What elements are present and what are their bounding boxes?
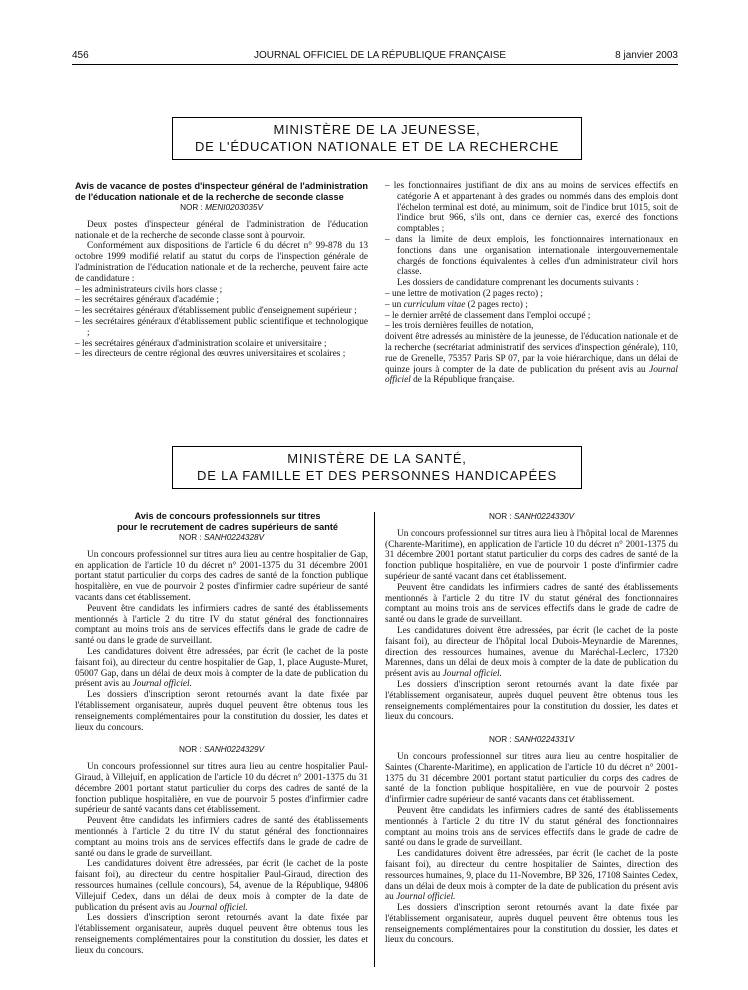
paragraph: Peuvent être candidats les infirmiers cadres de santé des établissements mentionnés à l'article 2 du titre IV du statut général des fonctionnaires comptant au moins trois ans de services effectifs dans le grade de cadre de santé ou dans le grade de surveillant. <box>75 816 368 859</box>
nor-reference: NOR : MENI0203035V <box>180 203 263 212</box>
list-item: – le dernier arrêté de classement dans l'emploi occupé ; <box>385 311 678 322</box>
header-rule <box>72 64 678 65</box>
nor-reference: NOR : SANH0224329V <box>178 745 265 755</box>
column-separator <box>374 512 375 967</box>
paragraph: Les dossiers de candidature comprenant les documents suivants : <box>397 278 639 289</box>
list-item: – les secrétaires généraux d'établissement public d'enseignement supérieur ; <box>75 306 368 317</box>
list-item: – les fonctionnaires justifiant de dix ans au moins de services effectifs en catégorie A et appartenant à des grades ou nommés dans des emplois dont l'échelon terminal est doté, au minimum, soit de l'indice brut 1015, soit de l'indice brut 966, s'ils ont, dans ce dernier cas, exercé des fonctions comptables ; <box>385 181 678 235</box>
avis-concours-left <box>75 511 368 956</box>
paragraph: doivent être adressés au ministère de la jeunesse, de l'éducation nationale et de la recherche (secrétariat administratif des services d'inspection générale), 110, rue de Grenelle, 75357 Paris SP 07, par la voie hiérarchique, dans un délai de quinze jours à compter de la date de publication du présent avis au Journal officiel de la République française. <box>385 332 678 386</box>
paragraph: Les dossiers d'inscription seront retournés avant la date fixée par l'établissement organisateur, auprès duquel peuvent être obtenus tous les renseignements complémentaires pour la constitution du dossier, les dates et lieux du concours. <box>385 679 678 723</box>
list-item: – dans la limite de deux emplois, les fonctionnaires internationaux en fonctions dans une organisation internationale intergouvernementale chargés de fonctions équivalentes à celles d'un administrateur civil hors classe. <box>385 235 678 278</box>
nor-reference: NOR : SANH0224331V <box>488 735 575 745</box>
paragraph: Les dossiers d'inscription seront retournés avant la date fixée par l'établissement organisateur, auprès duquel peuvent être obtenus tous les renseignements complémentaires pour la constitution du dossier, les dates et lieux du concours. <box>75 913 368 956</box>
ministry-line-1: MINISTÈRE DE LA SANTÉ, <box>287 451 467 466</box>
avis-title: Avis de concours professionnels sur titres <box>134 511 321 521</box>
avis-inspecteur-left <box>75 181 368 360</box>
avis-concours-right <box>385 511 678 946</box>
ministry-line-2: DE LA FAMILLE ET DES PERSONNES HANDICAPÉES <box>197 468 557 483</box>
paragraph: Les candidatures doivent être adressées, par écrit (le cachet de la poste faisant foi), au directeur du centre hospitalier de Saintes, direction des ressources humaines, 9, place du 11-Novembre, BP 326, 17108 Saintes Cedex, dans un délai de deux mois à compter de la date de publication du présent avis au Journal officiel. <box>385 849 678 903</box>
avis-subtitle: pour le recrutement de cadres supérieurs de santé <box>116 521 339 532</box>
list-item: – les secrétaires généraux d'académie ; <box>75 295 368 306</box>
avis-inspecteur-right <box>385 181 678 386</box>
list-item: – les administrateurs civils hors classe ; <box>75 285 368 296</box>
ministry-box-sante <box>172 446 582 489</box>
list-item: – les secrétaires généraux d'établissement public scientifique et technologique ; <box>75 317 368 339</box>
paragraph: Un concours professionnel sur titres aura lieu au centre hospitalier Paul-Giraud, à Villejuif, en application de l'article 10 du décret n° 2001-1375 du 31 décembre 2001 portant statut particulier du corps des cadres de santé de la fonction publique hospitalière, en vue de pourvoir 5 postes d'infirmier cadre supérieur de santé vacants dans cet établissement. <box>75 762 368 816</box>
paragraph: Les candidatures doivent être adressées, par écrit (le cachet de la poste faisant foi), au directeur du centre hospitalier Paul-Giraud, direction des ressources humaines (cellule concours), 54, avenue de la République, 94806 Villejuif Cedex, dans un délai de deux mois à compter de la date de publication du présent avis au Journal officiel. <box>75 859 368 913</box>
page-number: 456 <box>72 50 89 61</box>
avis-title: Avis de vacance de postes d'inspecteur général de l'administration de l'éducation nationale et de la recherche de seconde classe <box>75 181 368 202</box>
nor-reference: NOR : SANH0224330V <box>488 512 575 521</box>
documents-list <box>385 289 678 332</box>
paragraph: Les dossiers d'inscription seront retournés avant la date fixée par l'établissement organisateur, auprès duquel peuvent être obtenus tous les renseignements complémentaires pour la constitution du dossier, les dates et lieux du concours. <box>75 690 368 733</box>
journal-title: JOURNAL OFFICIEL DE LA RÉPUBLIQUE FRANÇAISE <box>253 50 507 61</box>
paragraph: Un concours professionnel sur titres aura lieu à l'hôpital local de Marennes (Charente-Maritime), en application de l'article 10 du décret n° 2001-1375 du 31 décembre 2001 portant statut particulier du corps des cadres de santé de la fonction publique hospitalière, en vue de pourvoir 1 poste d'infirmier cadre supérieur de santé vacant dans cet établissement. <box>385 528 678 582</box>
paragraph: Un concours professionnel sur titres aura lieu au centre hospitalier de Gap, en application de l'article 10 du décret n° 2001-1375 du 31 décembre 2001 portant statut particulier du corps des cadres de santé de la fonction publique hospitalière, en vue de pourvoir 2 postes d'infirmier cadre supérieur de santé vacants dans cet établissement. <box>75 549 368 603</box>
paragraph: Peuvent être candidats les infirmiers cadres de santé des établissements mentionnés à l'article 2 du titre IV du statut général des fonctionnaires comptant au moins trois ans de services effectifs dans le grade de cadre de santé ou dans le grade de surveillant. <box>385 582 678 626</box>
paragraph: Peuvent être candidats les infirmiers cadres de santé des établissements mentionnés à l'article 2 du titre IV du statut général des fonctionnaires comptant au moins trois ans de services effectifs dans le grade de cadre de santé ou dans le grade de surveillant. <box>385 805 678 849</box>
list-item: – les secrétaires généraux d'administration scolaire et universitaire ; <box>75 339 368 350</box>
paragraph: Conformément aux dispositions de l'article 6 du décret n° 99-878 du 13 octobre 1999 modifié relatif au statut du corps de l'inspection générale de l'administration de l'éducation nationale et de la recherche, peuvent faire acte de candidature : <box>75 241 368 284</box>
list-item: – une lettre de motivation (2 pages recto) ; <box>385 289 678 300</box>
list-item: – les trois dernières feuilles de notation, <box>385 321 678 332</box>
nor-reference: NOR : SANH0224328V <box>178 533 265 542</box>
paragraph: Les dossiers d'inscription seront retournés avant la date fixée par l'établissement organisateur, auprès duquel peuvent être obtenus tous les renseignements complémentaires pour la constitution du dossier, les dates et lieux du concours. <box>385 903 678 946</box>
issue-date: 8 janvier 2003 <box>615 50 678 61</box>
ministry-line-2: DE L'ÉDUCATION NATIONALE ET DE LA RECHERCHE <box>194 139 560 154</box>
list-item: – les directeurs de centre régional des œuvres universitaires et scolaires ; <box>75 349 368 360</box>
paragraph: Un concours professionnel sur titres aura lieu au centre hospitalier de Saintes (Charente-Maritime), en application de l'article 10 du décret n° 2001-1375 du 31 décembre 2001 portant statut particulier du corps des cadres de santé de la fonction publique hospitalière, en vue de pourvoir 2 postes d'infirmier cadre supérieur de santé vacants dans cet établissement. <box>385 751 678 806</box>
paragraph: Les candidatures doivent être adressées, par écrit (le cachet de la poste faisant foi), au directeur de l'hôpital local Dubois-Meynardie de Marennes, direction des ressources humaines, avenue du Maréchal-Leclerc, 17320 Marennes, dans un délai de deux mois à compter de la date de publication du présent avis au Journal officiel. <box>385 625 678 680</box>
paragraph: Deux postes d'inspecteur général de l'administration de l'éducation nationale et de la recherche de seconde classe sont à pourvoir. <box>75 219 368 241</box>
paragraph: Les candidatures doivent être adressées, par écrit (le cachet de la poste faisant foi), au directeur du centre hospitalier de Gap, 1, place Auguste-Muret, 05007 Gap, dans un délai de deux mois à compter de la date de publication du présent avis au Journal officiel. <box>75 646 368 690</box>
list-item: – un curriculum vitae (2 pages recto) ; <box>385 300 678 311</box>
ministry-line-1: MINISTÈRE DE LA JEUNESSE, <box>273 122 481 137</box>
paragraph: Peuvent être candidats les infirmiers cadres de santé des établissements mentionnés à l'article 2 du titre IV du statut général des fonctionnaires comptant au moins trois ans de services effectifs dans le grade de cadre de santé ou dans le grade de surveillant. <box>75 603 368 647</box>
ministry-box-education <box>172 117 582 160</box>
candidate-list <box>75 285 368 361</box>
